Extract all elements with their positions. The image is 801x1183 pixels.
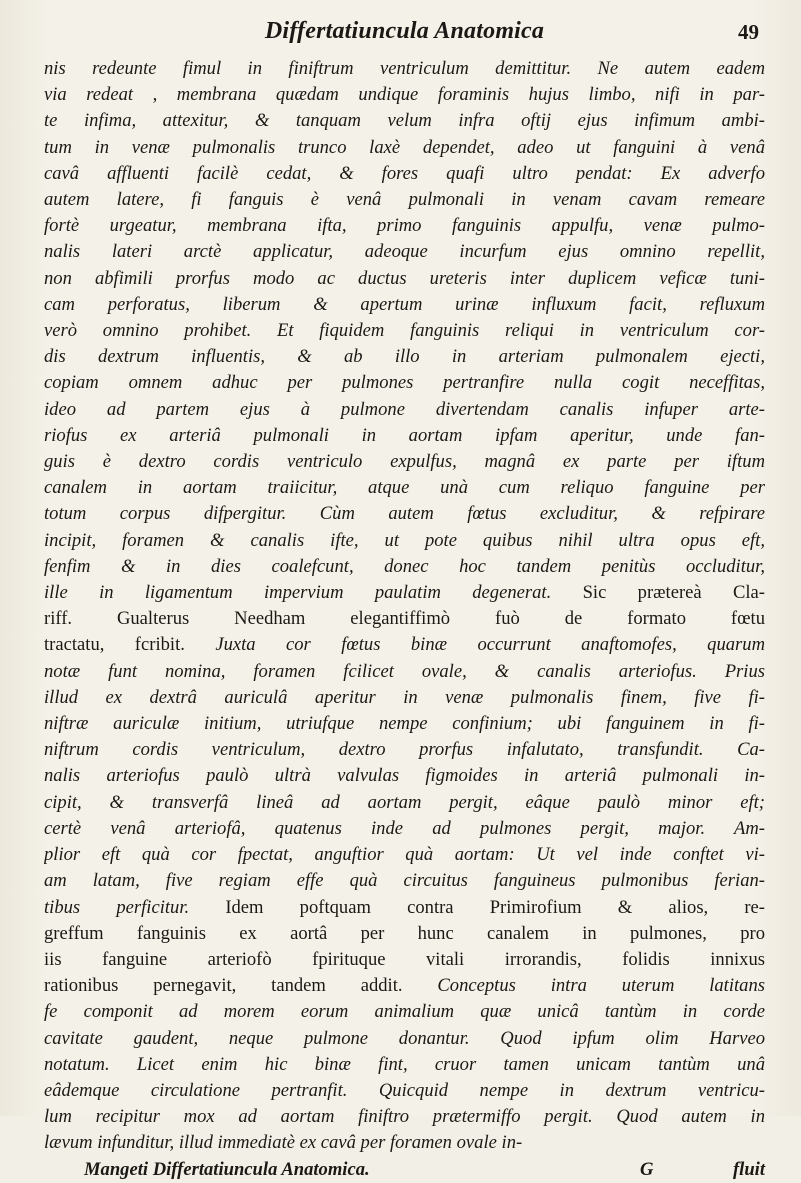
text-line bbox=[44, 213, 765, 239]
text-line bbox=[44, 895, 765, 921]
text-run: non abfimili prorfus modo ac ductus ureteris inter duplicem veficæ tuni- bbox=[44, 267, 765, 289]
text-run: cavitate gaudent, neque pulmone donantur. Quod ipfum olim Harveo bbox=[44, 1027, 765, 1049]
text-line bbox=[44, 737, 765, 763]
page-number: 49 bbox=[738, 20, 759, 44]
text-run: Conceptus intra uterum latitans bbox=[437, 975, 765, 997]
text-run: ideo ad partem ejus à pulmone divertendam canalis infuper arte- bbox=[44, 398, 765, 420]
text-run: notæ funt nomina, foramen fcilicet ovale, & canalis arteriofus. Prius bbox=[44, 660, 765, 682]
text-line bbox=[44, 501, 765, 527]
text-run: niftrum cordis ventriculum, dextro prorfus infalutato, transfundit. Ca- bbox=[44, 739, 765, 761]
text-run: nalis lateri arctè applicatur, adeoque incurfum ejus omnino repellit, bbox=[44, 241, 765, 263]
text-line bbox=[44, 1026, 765, 1052]
running-title: Differtatiuncula Anatomica bbox=[264, 18, 545, 44]
text-line bbox=[44, 711, 765, 737]
running-foot: Mangeti Differtatiuncula Anatomica. bbox=[84, 1158, 370, 1180]
body-text bbox=[44, 56, 765, 1157]
text-run: Sic prætereà Cla- bbox=[582, 582, 765, 604]
text-line bbox=[44, 999, 765, 1025]
text-run: lævum infunditur, illud immediatè ex cavâ per foramen ovale in- bbox=[44, 1132, 523, 1154]
text-line bbox=[44, 790, 765, 816]
text-run: fe componit ad morem eorum animalium quæ unicâ tantùm in corde bbox=[44, 1001, 765, 1023]
text-line bbox=[44, 606, 765, 632]
text-line bbox=[44, 528, 765, 554]
text-run: cavâ affluenti facilè cedat, & fores quafi ultro pendat: Ex adverfo bbox=[44, 162, 765, 184]
text-run: riofus ex arteriâ pulmonali in aortam ipfam aperitur, unde fan- bbox=[44, 424, 765, 446]
text-run: Idem poftquam contra Primirofium & alios, re- bbox=[225, 896, 765, 918]
text-run: incipit, foramen & canalis ifte, ut pote quibus nihil ultra opus eft, bbox=[44, 529, 765, 551]
text-run: via redeat , membrana quædam undique foraminis hujus limbo, nifi in par- bbox=[44, 84, 765, 106]
text-run: iis fanguine arteriofò fpirituque vitali irrorandis, folidis innixus bbox=[44, 948, 765, 970]
text-line bbox=[44, 56, 765, 82]
text-run: Juxta cor fœtus binæ occurrunt anaftomofes, quarum bbox=[215, 634, 765, 656]
page-header bbox=[44, 18, 765, 56]
text-run: totum corpus difpergitur. Cùm autem fœtus excluditur, & refpirare bbox=[44, 503, 765, 525]
text-run: am latam, five regiam effe quà circuitus fanguineus pulmonibus ferian- bbox=[44, 870, 765, 892]
text-line bbox=[44, 554, 765, 580]
text-line bbox=[44, 659, 765, 685]
text-line bbox=[44, 344, 765, 370]
text-run: niftræ auriculæ initium, utriufque nempe confinium; ubi fanguinem in fi- bbox=[44, 713, 765, 735]
text-line bbox=[44, 397, 765, 423]
text-line bbox=[44, 475, 765, 501]
text-run: te infima, attexitur, & tanquam velum infra oftij ejus infimum ambi- bbox=[44, 110, 765, 132]
text-run: riff. Gualterus Needham elegantiffimò fuò de formato fœtu bbox=[44, 608, 765, 630]
text-run: fenfim & in dies coalefcunt, donec hoc tandem penitùs occluditur, bbox=[44, 555, 765, 577]
text-line bbox=[44, 842, 765, 868]
text-line bbox=[44, 449, 765, 475]
text-run: copiam omnem adhuc per pulmones pertranfire nulla cogit neceffitas, bbox=[44, 372, 765, 394]
text-line bbox=[44, 868, 765, 894]
text-run: verò omnino prohibet. Et fiquidem fanguinis reliqui in ventriculum cor- bbox=[44, 320, 765, 342]
text-run: autem latere, fi fanguis è venâ pulmonali in venam cavam remeare bbox=[44, 189, 765, 211]
text-line bbox=[44, 187, 765, 213]
text-line bbox=[44, 318, 765, 344]
text-run: cam perforatus, liberum & apertum urinæ influxum facit, refluxum bbox=[44, 293, 765, 315]
text-run: nis redeunte fimul in finiftrum ventriculum demittitur. Ne autem eadem bbox=[44, 58, 765, 79]
text-line bbox=[44, 423, 765, 449]
text-run: fortè urgeatur, membrana ifta, primo fanguinis appulfu, venæ pulmo- bbox=[44, 215, 765, 237]
text-line bbox=[44, 266, 765, 292]
text-run: plior eft quà cor fpectat, anguftior quà aortam: Ut vel inde conftet vi- bbox=[44, 844, 765, 866]
text-line bbox=[44, 763, 765, 789]
text-line bbox=[44, 1104, 765, 1130]
text-line bbox=[44, 1130, 765, 1156]
text-line bbox=[44, 239, 765, 265]
text-line bbox=[44, 685, 765, 711]
text-run: greffum fanguinis ex aortâ per hunc canalem in pulmones, pro bbox=[44, 922, 765, 944]
text-line bbox=[44, 135, 765, 161]
text-line bbox=[44, 1052, 765, 1078]
text-run: rationibus pernegavit, tandem addit. bbox=[44, 975, 438, 997]
text-line bbox=[44, 973, 765, 999]
text-line bbox=[44, 921, 765, 947]
text-line bbox=[44, 1078, 765, 1104]
text-run: canalem in aortam traiicitur, atque unà cum reliquo fanguine per bbox=[44, 477, 765, 499]
signature-mark: G bbox=[640, 1158, 654, 1180]
catchword: fluit bbox=[732, 1158, 765, 1180]
text-line bbox=[44, 161, 765, 187]
text-run: tractatu, fcribit. bbox=[44, 634, 216, 656]
text-line bbox=[44, 292, 765, 318]
text-run: notatum. Licet enim hic binæ fint, cruor tamen unicam tantùm unâ bbox=[44, 1053, 765, 1075]
text-run: cipit, & transverfâ lineâ ad aortam pergit, eâque paulò minor eft; bbox=[44, 791, 765, 813]
text-line bbox=[44, 632, 765, 658]
text-run: eâdemque circulatione pertranfit. Quicquid nempe in dextrum ventricu- bbox=[44, 1079, 765, 1101]
text-line bbox=[44, 370, 765, 396]
text-line bbox=[44, 947, 765, 973]
text-run: dis dextrum influentis, & ab illo in arteriam pulmonalem ejecti, bbox=[44, 346, 765, 368]
text-line bbox=[44, 82, 765, 108]
text-run: ille in ligamentum impervium paulatim degenerat. bbox=[44, 582, 583, 604]
text-line bbox=[44, 108, 765, 134]
text-run: certè venâ arteriofâ, quatenus inde ad pulmones pergit, major. Am- bbox=[44, 817, 765, 839]
text-run: tibus perficitur. bbox=[44, 896, 226, 918]
text-run: illud ex dextrâ auriculâ aperitur in venæ pulmonalis finem, five fi- bbox=[44, 686, 765, 708]
text-run: nalis arteriofus paulò ultrà valvulas figmoides in arteriâ pulmonali in- bbox=[44, 765, 765, 787]
text-run: lum recipitur mox ad aortam finiftro prætermiffo pergit. Quod autem in bbox=[44, 1106, 765, 1128]
text-line bbox=[44, 580, 765, 606]
text-run: tum in venæ pulmonalis trunco laxè dependet, adeo ut fanguini à venâ bbox=[44, 136, 765, 158]
text-run: guis è dextro cordis ventriculo expulfus, magnâ ex parte per iftum bbox=[44, 451, 765, 473]
text-line bbox=[44, 816, 765, 842]
